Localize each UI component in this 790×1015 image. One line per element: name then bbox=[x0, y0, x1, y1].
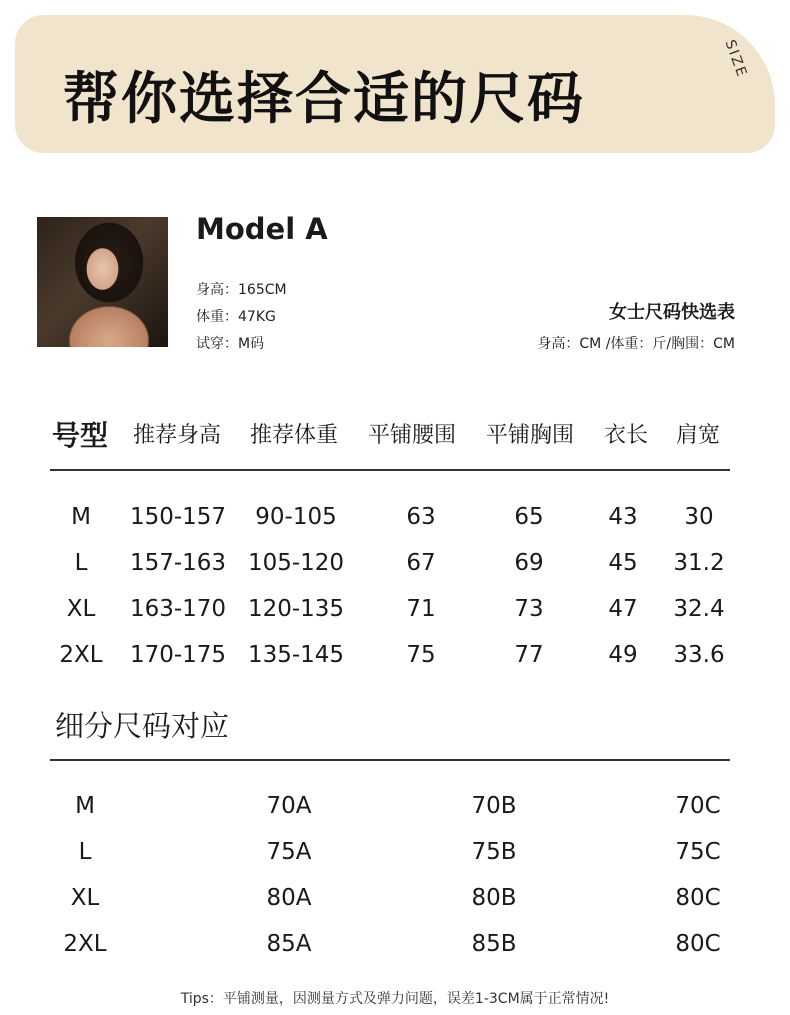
table-cell: 43 bbox=[608, 504, 638, 530]
quick-chart-units: 身高：CM /体重：斤/胸围：CM bbox=[537, 336, 735, 352]
table-cell: 32.4 bbox=[673, 596, 725, 622]
page-title: 帮你选择合适的尺码 bbox=[63, 67, 585, 132]
table-cell: XL bbox=[66, 596, 96, 622]
table-cell: 75B bbox=[471, 839, 517, 865]
table-cell: 85A bbox=[266, 931, 312, 957]
table-cell: 150-157 bbox=[129, 504, 227, 530]
table-cell: 63 bbox=[406, 504, 436, 530]
table-cell: 70A bbox=[266, 793, 312, 819]
header-length: 衣长 bbox=[604, 423, 649, 448]
table-cell: 75A bbox=[266, 839, 312, 865]
table-cell: 70C bbox=[675, 793, 721, 819]
table-cell: 65 bbox=[514, 504, 544, 530]
sub-size-title: 细分尺码对应 bbox=[55, 709, 230, 743]
header-size: 号型 bbox=[52, 419, 109, 452]
table-cell: 157-163 bbox=[129, 550, 227, 576]
header-shoulder: 肩宽 bbox=[676, 423, 721, 448]
table-cell: 75C bbox=[675, 839, 721, 865]
table-cell: L bbox=[78, 839, 92, 865]
header-divider bbox=[50, 469, 730, 471]
model-photo bbox=[37, 217, 168, 347]
table-cell: 80C bbox=[675, 931, 721, 957]
table-cell: 80B bbox=[471, 885, 517, 911]
table-cell: 2XL bbox=[59, 642, 103, 668]
table-cell: 73 bbox=[514, 596, 544, 622]
table-cell: 33.6 bbox=[673, 642, 725, 668]
table-cell: 71 bbox=[406, 596, 436, 622]
table-cell: 163-170 bbox=[129, 596, 227, 622]
header-weight: 推荐体重 bbox=[250, 423, 339, 448]
sub-size-divider bbox=[50, 759, 730, 761]
model-tried-size: 试穿：M码 bbox=[196, 336, 265, 352]
table-cell: 47 bbox=[608, 596, 638, 622]
table-cell: 49 bbox=[608, 642, 638, 668]
table-cell: 135-145 bbox=[247, 642, 345, 668]
header-waist: 平铺腰围 bbox=[368, 423, 457, 448]
table-cell: 170-175 bbox=[129, 642, 227, 668]
table-cell: 31.2 bbox=[673, 550, 725, 576]
title-banner bbox=[15, 15, 775, 153]
table-cell: 30 bbox=[684, 504, 714, 530]
model-name: Model A bbox=[196, 212, 328, 246]
table-cell: 120-135 bbox=[247, 596, 345, 622]
table-cell: 2XL bbox=[63, 931, 107, 957]
table-cell: 105-120 bbox=[247, 550, 345, 576]
table-cell: 75 bbox=[406, 642, 436, 668]
model-weight: 体重：47KG bbox=[196, 309, 276, 325]
table-cell: 45 bbox=[608, 550, 638, 576]
table-cell: 67 bbox=[406, 550, 436, 576]
header-bust: 平铺胸围 bbox=[486, 423, 575, 448]
table-cell: 80C bbox=[675, 885, 721, 911]
table-cell: M bbox=[75, 793, 95, 819]
table-cell: M bbox=[71, 504, 91, 530]
table-cell: XL bbox=[70, 885, 100, 911]
tips-note: Tips：平铺测量，因测量方式及弹力问题，误差1-3CM属于正常情况! bbox=[180, 991, 610, 1007]
quick-chart-title: 女士尺码快选表 bbox=[609, 302, 735, 323]
table-cell: 90-105 bbox=[255, 504, 337, 530]
table-cell: 85B bbox=[471, 931, 517, 957]
table-cell: 69 bbox=[514, 550, 544, 576]
table-cell: L bbox=[74, 550, 88, 576]
header-height: 推荐身高 bbox=[133, 423, 222, 448]
table-cell: 70B bbox=[471, 793, 517, 819]
table-cell: 80A bbox=[266, 885, 312, 911]
model-height: 身高：165CM bbox=[196, 282, 287, 298]
table-cell: 77 bbox=[514, 642, 544, 668]
size-tag: SIZE bbox=[721, 37, 750, 81]
